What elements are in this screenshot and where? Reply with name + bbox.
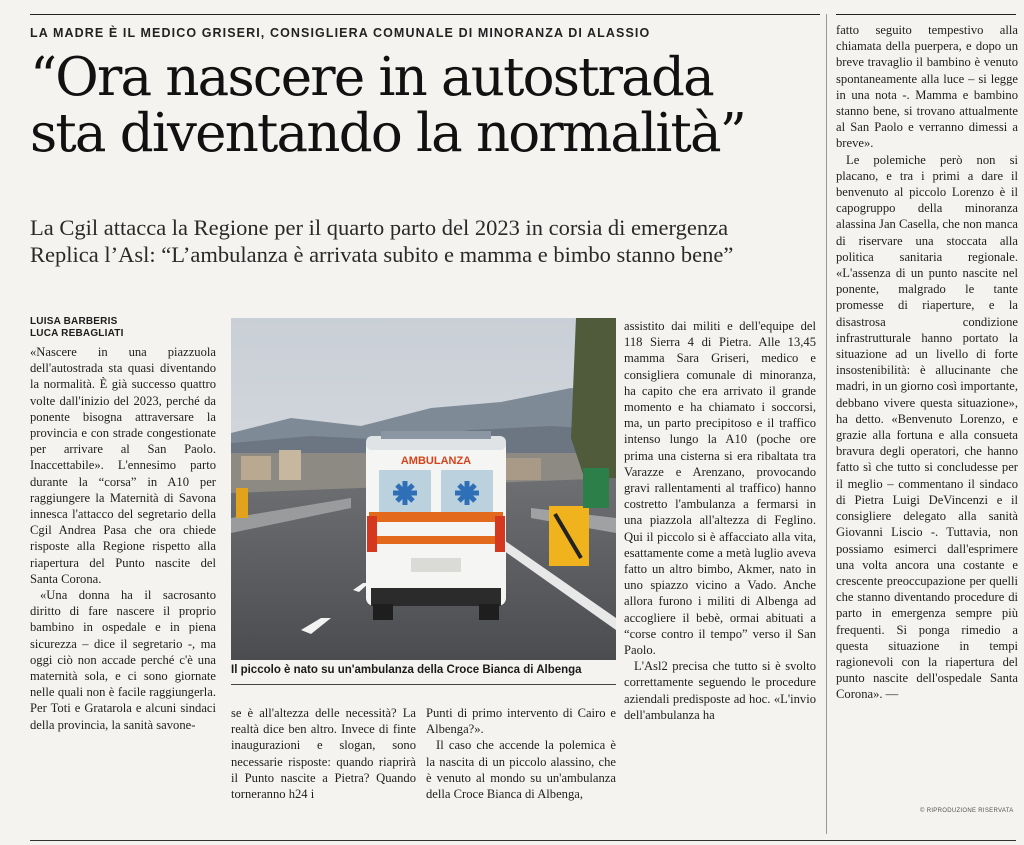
col5-paragraph-1: fatto seguito tempestivo alla chiamata della puerpera, e dopo un breve travaglio il bambino è venuto spontaneamente alla luce – si legge in una nota -. Mamma e bambino stanno bene, si trovano attualmente al San Paolo e verranno dimessi a breve».	[836, 23, 1018, 151]
subhead-line-1: La Cgil attacca la Regione per il quarto parto del 2023 in corsia di emergenza	[30, 215, 729, 240]
col1-paragraph-2: «Una donna ha il sacrosanto diritto di fare nascere il proprio bambino in ospedale e in piena sicurezza – dice il segretario -, ma oggi ciò non accade perché c'è una maternità sola, e ci sono giornate nelle quali non è facile raggiungerla. Per Toti e Gratarola e alcuni sindaci della provincia, la sanità savone-	[30, 588, 216, 732]
subhead-line-2: Replica l’Asl: “L’ambulanza è arrivata subito e mamma e bimbo stanno bene”	[30, 242, 734, 267]
top-rule	[30, 14, 820, 15]
subhead	[30, 214, 830, 268]
kicker: LA MADRE È IL MEDICO GRISERI, CONSIGLIERA COMUNALE DI MINORANZA DI ALASSIO	[30, 26, 651, 40]
lightbar	[381, 431, 491, 439]
bumper	[371, 588, 501, 606]
top-rule-right	[836, 14, 1016, 15]
tail-light-left	[367, 516, 377, 552]
bottom-rule	[30, 840, 1016, 841]
caption-rule	[231, 684, 616, 685]
article-column-5	[836, 22, 1018, 703]
tail-light-right	[495, 516, 505, 552]
ambulance-photo-illustration	[231, 318, 616, 660]
ambulance-photo	[231, 318, 616, 660]
byline-author-1: LUISA BARBERIS	[30, 316, 118, 327]
headline	[30, 47, 820, 164]
wheel-right	[479, 604, 499, 620]
col3-paragraph-1: Punti di primo intervento di Cairo e Albenga?».	[426, 706, 616, 737]
col3-paragraph-2: Il caso che accende la polemica è la nascita di un piccolo alassino, che è venuto al mondo su un'ambulanza della Croce Bianca di Albenga,	[426, 738, 616, 802]
col4-paragraph-2: L'Asl2 precisa che tutto si è svolto correttamente seguendo le procedure aziendali predisposte ad hoc. «L'invio dell'ambulanza ha	[624, 659, 816, 722]
byline	[30, 316, 220, 340]
col4-paragraph-1: assistito dai militi e dell'equipe del 118 Sierra 4 di Pietra. Alle 13,45 mamma Sara Griseri, medico e consigliera comunale di minoranza, ha capito che era arrivato il grande momento e ha chiamato i soccorsi, ma, un parto precipitoso e il traffico intenso lungo la A10 (poche ore prima una cisterna si era ribaltata tra Varazze e Arenzano, provocando gravi rallentamenti al traffico) hanno costretto l'ambulanza a fermarsi in una piazzola all'altezza di Feglino. Qui il piccolo si è affacciato alla vita, esattamente come a metà luglio aveva fatto un altro bimbo, Akmer, nato in uno spiazzo vicino a Vado. Anche allora furono i militi di Albenga ad accogliere il bebè, ormai abituati a “corse contro il tempo” verso il San Paolo.	[624, 319, 816, 658]
ambulance-label: AMBULANZA	[400, 455, 472, 467]
left-sign	[236, 488, 248, 518]
article-column-2	[231, 705, 416, 802]
copyright-credit: © RIPRODUZIONE RISERVATA	[920, 808, 1014, 814]
col5-paragraph-2: Le polemiche però non si placano, e tra i primi a dare il benvenuto al piccolo Lorenzo è il capogruppo della minoranza alassina Jan Casella, che non manca di riservare una stoccata alla politica sanitaria regionale. «L'assenza di un punto nascite nel ponente, malgrado le tante promesse di riaperture, e la disastrosa condizione infrastrutturale hanno portato la situazione ad un livello di forte insostenibilità: è allucinante che madri, in un giorno così importante, debbano vivere questa situazione», ha detto. «Benvenuto Lorenzo, e grazie alla fortuna e alla consueta bravura degli operatori, che hanno fatto sì che tutto si concludesse per il meglio – commentano il sindaco di Pietra Luigi DeVincenzi e il consigliere delegato alla sanità Giovanni Liscio -. Tuttavia, non possiamo esimerci dall'esprimere una volta ancora una costante e crescente preoccupazione per quelli che stanno diventando procedure di parto in emergenza sempre più frequenti. Si ponga rimedio a questa situazione in tempi ragionevoli con la riapertura del punto nascite dell'ospedale Santa Corona». —	[836, 152, 1018, 702]
article-column-4	[624, 318, 816, 723]
byline-author-2: LUCA REBAGLIATI	[30, 328, 124, 339]
article-column-1	[30, 344, 216, 733]
col2-paragraph-1: se è all'altezza delle necessità? La realtà dice ben altro. Invece di finte inaugurazioni e slogan, sono necessarie risposte: quando riaprirà il Punto nascite a Pietra? Quando torneranno h24 i	[231, 706, 416, 802]
column-separator	[826, 14, 827, 834]
license-plate	[411, 558, 461, 572]
photo-caption: Il piccolo è nato su un'ambulanza della Croce Bianca di Albenga	[231, 664, 582, 676]
exit-sign	[583, 468, 609, 508]
headline-line-2: sta diventando la normalità”	[30, 103, 746, 164]
article-column-3	[426, 705, 616, 802]
wheel-left	[373, 604, 393, 620]
headline-line-1: “Ora nascere in autostrada	[30, 47, 713, 108]
col1-paragraph-1: «Nascere in una piazzuola dell'autostrada sta quasi diventando la normalità. È già successo quattro volte dall'inizio del 2023, perché da ponente bisogna attraversare la provincia e con strade congestionate per arrivare al San Paolo. Inaccettabile». L'ennesimo parto durante la “corsa” in A10 per raggiungere la Maternità di Savona innesca l'attacco del segretario della Cgil Andrea Pasa che ora chiede risposte alla Regione rispetto alla riapertura del Punto nascite del Santa Corona.	[30, 345, 216, 586]
orange-stripe	[369, 512, 503, 522]
